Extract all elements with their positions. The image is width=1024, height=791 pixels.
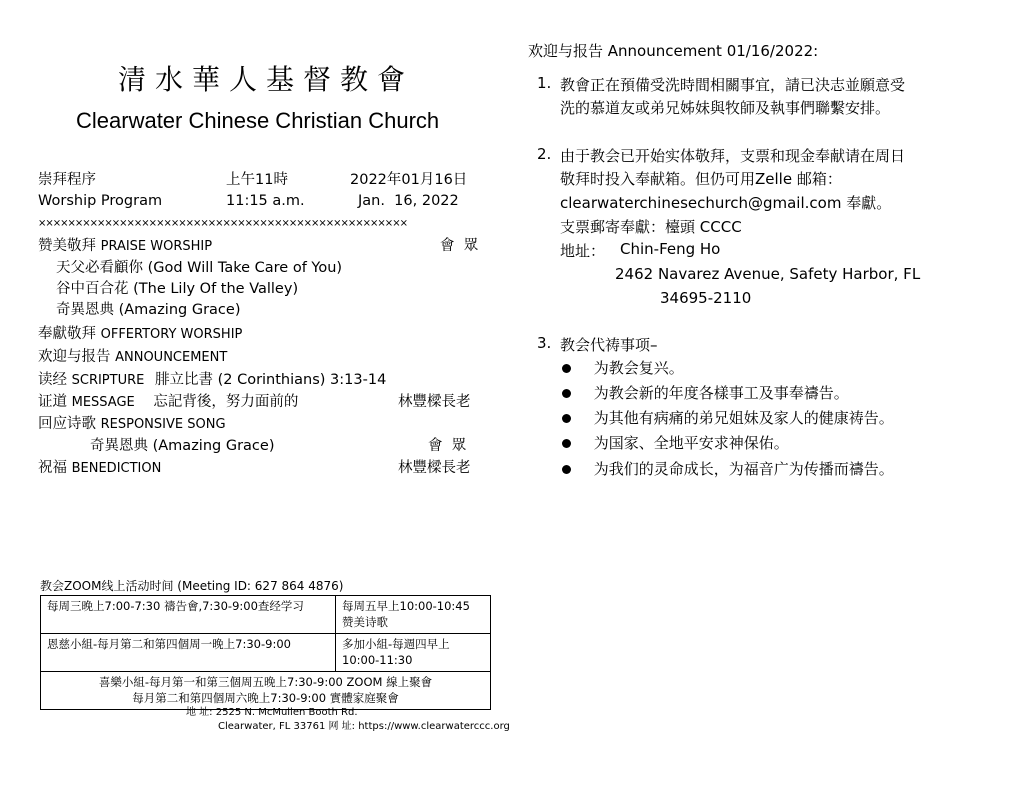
cell-line: 多加小組-每週四早上 <box>342 637 450 652</box>
song-3: 奇異恩典 (Amazing Grace) <box>56 302 241 318</box>
item-1-number: 1. <box>537 74 552 92</box>
announce-cn: 欢迎与报告 <box>38 349 111 365</box>
scripture-item <box>38 368 386 389</box>
bullet-icon <box>562 439 571 448</box>
table-row <box>41 596 491 634</box>
church-name-chinese: 清水華人基督教會 <box>118 63 415 96</box>
offertory-worship <box>38 322 242 343</box>
benediction-item <box>38 456 161 477</box>
cell-line: 赞美诗歌 <box>342 614 388 629</box>
announcement-item <box>38 345 227 366</box>
item-3-title: 教会代祷事项– <box>560 336 658 354</box>
message-title: 忘記背後，努力面前的 <box>153 394 299 410</box>
song-1: 天父必看顧你 (God Will Take Care of You) <box>56 260 343 276</box>
program-time-cn: 上午11時 <box>226 172 288 188</box>
bullet-icon <box>562 364 571 373</box>
praise-worship <box>38 234 212 255</box>
prayer-text: 为教会新的年度各樣事工及事奉禱告。 <box>593 384 849 402</box>
program-date-cn: 2022年01月16日 <box>350 172 468 188</box>
praise-cn: 赞美敬拜 <box>38 238 96 254</box>
item-2-address-zip: 34695-2110 <box>660 289 752 307</box>
prayer-text: 为国家、全地平安求神保佑。 <box>593 434 789 452</box>
scripture-en: SCRIPTURE <box>71 373 145 388</box>
praise-en: PRAISE WORSHIP <box>100 239 213 254</box>
program-time-en: 11:15 a.m. <box>226 193 305 209</box>
item-2-address-label: 地址： <box>560 242 606 260</box>
offertory-cn: 奉獻敬拜 <box>38 326 96 342</box>
benediction-cn: 祝福 <box>38 460 67 476</box>
zoom-schedule-table <box>40 595 491 710</box>
item-3-number: 3. <box>537 334 552 352</box>
praise-leader: 會 眾 <box>440 238 479 254</box>
item-2-line-1: 由于教会已开始实体敬拜，支票和现金奉献请在周日 <box>560 147 906 165</box>
item-2-address-name: Chin-Feng Ho <box>620 240 721 258</box>
program-label-cn: 崇拜程序 <box>38 172 96 188</box>
prayer-item <box>562 382 849 403</box>
item-2-number: 2. <box>537 145 552 163</box>
prayer-item <box>562 357 684 378</box>
responsive-cn: 回应诗歌 <box>38 416 96 432</box>
message-speaker: 林豐樑長老 <box>398 394 471 410</box>
item-1-line-1: 教會正在預備受洗時間相關事宜，請已決志並願意受 <box>560 76 906 94</box>
responsive-song-item <box>38 412 226 433</box>
scripture-ref: 腓立比書 (2 Corinthians) 3:13-14 <box>154 372 387 388</box>
message-item <box>38 390 298 411</box>
divider: ⨯⨯⨯⨯⨯⨯⨯⨯⨯⨯⨯⨯⨯⨯⨯⨯⨯⨯⨯⨯⨯⨯⨯⨯⨯⨯⨯⨯⨯⨯⨯⨯⨯⨯⨯⨯⨯⨯⨯⨯⨯⨯⨯⨯⨯⨯⨯⨯⨯⨯ <box>38 218 407 229</box>
item-2-line-4: 支票郵寄奉獻：檯頭 CCCC <box>560 218 742 236</box>
item-2-address-street: 2462 Navarez Avenue, Safety Harbor, FL <box>615 265 921 283</box>
cell-line: 10:00-11:30 <box>342 652 413 667</box>
church-name-english: Clearwater Chinese Christian Church <box>76 108 440 133</box>
announcement-title: 欢迎与报告 Announcement 01/16/2022: <box>528 42 819 60</box>
table-row <box>41 634 491 672</box>
responsive-en: RESPONSIVE SONG <box>100 417 226 432</box>
cell-line: 喜樂小組-每月第一和第三個周五晚上7:30-9:00 ZOOM 線上聚會 <box>98 675 433 690</box>
cell-line: 每周五早上10:00-10:45 <box>342 599 470 613</box>
prayer-item <box>562 432 789 453</box>
offertory-en: OFFERTORY WORSHIP <box>100 327 243 342</box>
benediction-en: BENEDICTION <box>71 461 162 476</box>
table-cell <box>336 634 491 672</box>
responsive-song: 奇異恩典 (Amazing Grace) <box>90 438 275 454</box>
prayer-item <box>562 407 894 428</box>
prayer-text: 为其他有病痛的弟兄姐妹及家人的健康祷告。 <box>593 409 894 427</box>
item-1-line-2: 洗的慕道友或弟兄姊妹與牧師及執事們聯繫安排。 <box>560 99 891 117</box>
cell-line: 每月第二和第四個周六晚上7:30-9:00 實體家庭聚會 <box>132 690 399 705</box>
responsive-leader: 會 眾 <box>428 438 467 454</box>
table-cell: 每周三晚上7:00-7:30 禱告會,7:30-9:00查经学习 <box>41 596 336 634</box>
message-en: MESSAGE <box>71 395 135 410</box>
song-2: 谷中百合花 (The Lily Of the Valley) <box>56 281 299 297</box>
prayer-text: 为我们的灵命成长，为福音广为传播而禱告。 <box>593 460 894 478</box>
bullet-icon <box>562 465 571 474</box>
message-cn: 证道 <box>38 394 67 410</box>
address-line-2: Clearwater, FL 33761 网 址: https://www.clearwaterccc.org <box>218 721 510 732</box>
bullet-icon <box>562 389 571 398</box>
address-line-1: 地 址: 2525 N. McMullen Booth Rd. <box>186 707 358 718</box>
item-2-line-3: clearwaterchinesechurch@gmail.com 奉獻。 <box>560 194 892 212</box>
table-cell: 恩慈小組-每月第二和第四個周一晚上7:30-9:00 <box>41 634 336 672</box>
program-date-en: Jan. 16, 2022 <box>358 193 459 209</box>
bullet-icon <box>562 414 571 423</box>
program-label-en: Worship Program <box>38 193 163 209</box>
table-cell <box>336 596 491 634</box>
prayer-text: 为教会复兴。 <box>593 359 684 377</box>
announce-en: ANNOUNCEMENT <box>115 350 228 365</box>
benediction-speaker: 林豐樑長老 <box>398 460 471 476</box>
zoom-title: 教会ZOOM线上活动时间 (Meeting ID: 627 864 4876) <box>40 579 344 593</box>
scripture-cn: 读经 <box>38 372 67 388</box>
item-2-line-2: 敬拜时投入奉献箱。但仍可用Zelle 邮箱： <box>560 170 842 188</box>
prayer-item <box>562 458 894 479</box>
